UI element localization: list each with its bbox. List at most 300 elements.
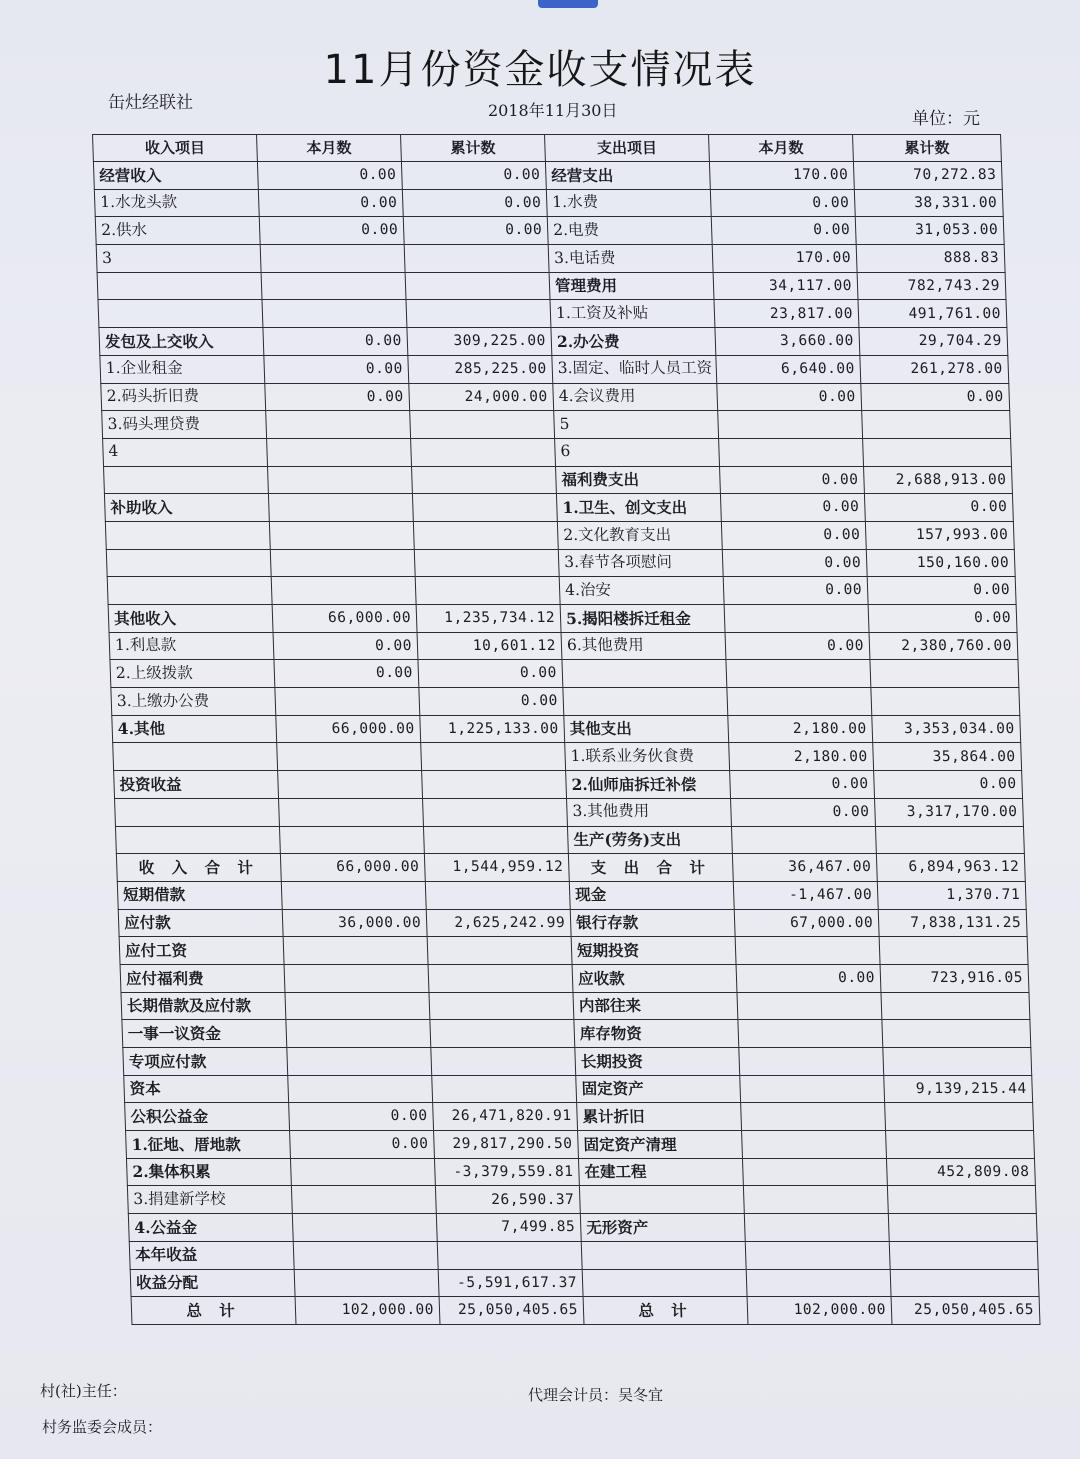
item-cell: 收益分配 — [130, 1269, 295, 1297]
amount-cell: 66,000.00 — [276, 715, 421, 743]
amount-cell — [291, 1186, 436, 1214]
column-header: 累计数 — [401, 135, 546, 162]
amount-cell: -5,591,617.37 — [438, 1269, 583, 1297]
item-cell — [579, 1186, 744, 1214]
amount-cell — [410, 411, 555, 439]
report-date: 2018年11月30日 — [488, 101, 618, 120]
item-cell: 总 计 — [583, 1297, 748, 1325]
amount-cell: 1,370.71 — [877, 881, 1026, 909]
amount-cell: 491,761.00 — [858, 300, 1007, 328]
amount-cell: 0.00 — [290, 1131, 435, 1159]
amount-cell: 0.00 — [868, 605, 1017, 633]
amount-cell: 1,544,959.12 — [424, 854, 569, 882]
amount-cell — [883, 1048, 1032, 1076]
item-cell: 总 计 — [131, 1297, 296, 1325]
item-cell: 2.文化教育支出 — [557, 521, 722, 549]
item-cell: 经营支出 — [545, 162, 710, 190]
amount-cell — [405, 272, 550, 300]
amount-cell: 3,353,034.00 — [872, 715, 1021, 743]
amount-cell: 102,000.00 — [295, 1297, 440, 1325]
amount-cell — [430, 1020, 575, 1048]
item-cell: 长期借款及应付款 — [121, 992, 286, 1020]
item-cell: 内部往来 — [573, 992, 738, 1020]
amount-cell: 25,050,405.65 — [439, 1297, 584, 1325]
item-cell — [581, 1241, 746, 1269]
table-row — [94, 189, 1003, 217]
amount-cell: 170.00 — [712, 245, 857, 273]
amount-cell — [427, 937, 572, 965]
amount-cell: 66,000.00 — [280, 854, 425, 882]
amount-cell — [411, 438, 556, 466]
item-cell: 1.联系业务伙食费 — [565, 743, 730, 771]
item-cell: 1.水龙头款 — [94, 189, 259, 217]
amount-cell: 36,000.00 — [282, 909, 427, 937]
item-cell: 2.电费 — [547, 217, 712, 245]
amount-cell: -3,379,559.81 — [434, 1158, 579, 1186]
table-row — [120, 964, 1029, 992]
director-signature-label: 村(社)主任： — [40, 1382, 127, 1400]
amount-cell: 9,139,215.44 — [884, 1075, 1033, 1103]
item-cell: 2.仙师庙拆迁补偿 — [566, 771, 731, 799]
amount-cell: 2,625,242.99 — [426, 909, 571, 937]
amount-cell: 36,467.00 — [732, 854, 877, 882]
table-row — [124, 1075, 1033, 1103]
item-cell: 长期投资 — [575, 1048, 740, 1076]
item-cell: 1.企业租金 — [100, 355, 265, 383]
amount-cell: 0.00 — [257, 162, 402, 190]
amount-cell — [731, 826, 876, 854]
amount-cell: 1,225,133.00 — [420, 715, 565, 743]
amount-cell: 0.00 — [722, 549, 867, 577]
amount-cell: 0.00 — [264, 355, 409, 383]
item-cell: 3.电话费 — [548, 245, 713, 273]
item-cell: 投资收益 — [114, 771, 279, 799]
amount-cell — [423, 798, 568, 826]
item-cell: 应收款 — [572, 964, 737, 992]
amount-cell — [406, 300, 551, 328]
item-cell: 公积公益金 — [125, 1103, 290, 1131]
item-cell: 3.捐建新学校 — [127, 1186, 292, 1214]
column-header: 本月数 — [709, 135, 854, 162]
amount-cell — [421, 743, 566, 771]
amount-cell — [727, 688, 872, 716]
amount-cell: 0.00 — [720, 466, 865, 494]
item-cell: 2.办公费 — [551, 328, 716, 356]
item-cell: 发包及上交收入 — [99, 328, 264, 356]
amount-cell — [429, 992, 574, 1020]
amount-cell — [415, 577, 560, 605]
amount-cell: 0.00 — [259, 217, 404, 245]
amount-cell: 309,225.00 — [407, 328, 552, 356]
table-body — [93, 135, 1040, 1325]
table-row — [104, 466, 1013, 494]
table-row — [122, 1020, 1031, 1048]
amount-cell — [738, 1020, 883, 1048]
item-cell: 1.利息款 — [109, 632, 274, 660]
table-row — [126, 1131, 1035, 1159]
table-row — [119, 937, 1028, 965]
amount-cell — [287, 1048, 432, 1076]
item-cell — [563, 688, 728, 716]
amount-cell — [262, 300, 407, 328]
table-header-row — [93, 135, 1002, 162]
amount-cell: 7,838,131.25 — [878, 909, 1027, 937]
amount-cell: 0.00 — [401, 162, 546, 190]
amount-cell — [742, 1131, 887, 1159]
amount-cell: 157,993.00 — [865, 521, 1014, 549]
amount-cell — [404, 245, 549, 273]
amount-cell — [742, 1158, 887, 1186]
amount-cell — [888, 1214, 1037, 1242]
table-row — [115, 826, 1024, 854]
amount-cell: 0.00 — [867, 577, 1016, 605]
amount-cell: 24,000.00 — [409, 383, 554, 411]
amount-cell: 2,380,760.00 — [869, 632, 1018, 660]
table-row — [118, 909, 1027, 937]
amount-cell — [886, 1131, 1035, 1159]
item-cell: 6 — [555, 438, 720, 466]
amount-cell: 0.00 — [710, 189, 855, 217]
item-cell: 短期投资 — [571, 937, 736, 965]
column-header: 收入项目 — [93, 135, 258, 162]
currency-unit: 单位：元 — [912, 109, 980, 129]
item-cell — [105, 521, 270, 549]
amount-cell — [283, 937, 428, 965]
item-cell: 2.供水 — [95, 217, 260, 245]
table-row — [102, 411, 1011, 439]
amount-cell — [432, 1075, 577, 1103]
amount-cell: 25,050,405.65 — [891, 1297, 1040, 1325]
item-cell — [98, 300, 263, 328]
amount-cell — [275, 688, 420, 716]
amount-cell — [279, 826, 424, 854]
amount-cell: 0.00 — [874, 771, 1023, 799]
amount-cell: 31,053.00 — [855, 217, 1004, 245]
amount-cell: 0.00 — [730, 771, 875, 799]
item-cell: 3.其他费用 — [567, 798, 732, 826]
amount-cell: 0.00 — [861, 383, 1010, 411]
item-cell: 应付福利费 — [120, 964, 285, 992]
amount-cell: 0.00 — [263, 328, 408, 356]
amount-cell: 0.00 — [721, 521, 866, 549]
table-row — [126, 1158, 1035, 1186]
table-row — [99, 328, 1008, 356]
amount-cell: 23,817.00 — [714, 300, 859, 328]
item-cell: 福利费支出 — [556, 466, 721, 494]
amount-cell: 3,660.00 — [715, 328, 860, 356]
amount-cell: 0.00 — [725, 632, 870, 660]
item-cell: 3.码头理贷费 — [102, 411, 267, 439]
item-cell — [104, 466, 269, 494]
amount-cell — [741, 1103, 886, 1131]
amount-cell — [288, 1075, 433, 1103]
amount-cell: 35,864.00 — [873, 743, 1022, 771]
amount-cell: 6,640.00 — [716, 355, 861, 383]
item-cell: 其他支出 — [564, 715, 729, 743]
amount-cell: 150,160.00 — [866, 549, 1015, 577]
item-cell — [107, 577, 272, 605]
amount-cell — [437, 1241, 582, 1269]
income-expense-table — [92, 134, 1041, 1325]
table-row — [97, 272, 1006, 300]
amount-cell — [863, 438, 1012, 466]
amount-cell — [260, 245, 405, 273]
table-row — [114, 771, 1023, 799]
table-row — [131, 1297, 1040, 1325]
amount-cell: 38,331.00 — [854, 189, 1003, 217]
item-cell: 无形资产 — [580, 1214, 745, 1242]
amount-cell — [871, 688, 1020, 716]
amount-cell: 452,809.08 — [886, 1158, 1035, 1186]
amount-cell: 0.00 — [731, 798, 876, 826]
amount-cell: 70,272.83 — [853, 162, 1002, 190]
amount-cell — [278, 771, 423, 799]
item-cell: 其他收入 — [108, 605, 273, 633]
amount-cell — [281, 881, 426, 909]
item-cell: 专项应付款 — [123, 1048, 288, 1076]
amount-cell — [739, 1048, 884, 1076]
table-row — [110, 660, 1019, 688]
item-cell: 4 — [103, 438, 268, 466]
amount-cell — [881, 992, 1030, 1020]
amount-cell: 0.00 — [265, 383, 410, 411]
amount-cell — [423, 826, 568, 854]
item-cell: 4.会议费用 — [553, 383, 718, 411]
table-row — [103, 438, 1012, 466]
item-cell: 2.码头折旧费 — [101, 383, 266, 411]
amount-cell: 0.00 — [419, 688, 564, 716]
table-row — [125, 1103, 1034, 1131]
table-row — [112, 715, 1021, 743]
amount-cell — [268, 466, 413, 494]
amount-cell — [726, 660, 871, 688]
amount-cell: 0.00 — [723, 577, 868, 605]
item-cell: 6.其他费用 — [561, 632, 726, 660]
item-cell: 经营收入 — [93, 162, 258, 190]
amount-cell — [271, 577, 416, 605]
amount-cell: 0.00 — [711, 217, 856, 245]
table-row — [130, 1269, 1039, 1297]
item-cell: 累计折旧 — [577, 1103, 742, 1131]
amount-cell: 2,180.00 — [729, 743, 874, 771]
amount-cell: 0.00 — [289, 1103, 434, 1131]
table-row — [113, 743, 1022, 771]
item-cell: 银行存款 — [570, 909, 735, 937]
amount-cell — [431, 1048, 576, 1076]
amount-cell — [422, 771, 567, 799]
table-row — [128, 1214, 1037, 1242]
table-row — [98, 300, 1007, 328]
amount-cell — [885, 1103, 1034, 1131]
table-row — [116, 854, 1025, 882]
table-row — [106, 549, 1015, 577]
table-row — [127, 1186, 1036, 1214]
item-cell: 5.揭阳楼拆迁租金 — [560, 605, 725, 633]
table-row — [123, 1048, 1032, 1076]
amount-cell — [875, 826, 1024, 854]
amount-cell — [268, 494, 413, 522]
amount-cell: 102,000.00 — [747, 1297, 892, 1325]
amount-cell: 782,743.29 — [857, 272, 1006, 300]
amount-cell — [294, 1269, 439, 1297]
item-cell — [106, 549, 271, 577]
amount-cell — [870, 660, 1019, 688]
item-cell: 现金 — [569, 881, 734, 909]
item-cell: 补助收入 — [104, 494, 269, 522]
table-row — [111, 688, 1020, 716]
amount-cell — [267, 438, 412, 466]
page-title: 11月份资金收支情况表 — [323, 47, 757, 93]
item-cell: 3.上缴办公费 — [111, 688, 276, 716]
amount-cell — [745, 1241, 890, 1269]
amount-cell: 723,916.05 — [880, 964, 1029, 992]
amount-cell: 0.00 — [418, 660, 563, 688]
item-cell: 在建工程 — [578, 1158, 743, 1186]
item-cell: 3.春节各项慰问 — [558, 549, 723, 577]
item-cell: 支 出 合 计 — [568, 854, 733, 882]
amount-cell: 26,471,820.91 — [433, 1103, 578, 1131]
item-cell: 1.卫生、创文支出 — [556, 494, 721, 522]
amount-cell — [740, 1075, 885, 1103]
amount-cell — [890, 1269, 1039, 1297]
amount-cell — [889, 1241, 1038, 1269]
table-row — [93, 162, 1002, 190]
item-cell: 2.集体积累 — [126, 1158, 291, 1186]
amount-cell: 0.00 — [273, 632, 418, 660]
table-row — [101, 383, 1010, 411]
amount-cell: 2,688,913.00 — [864, 466, 1013, 494]
column-header: 支出项目 — [545, 135, 710, 162]
amount-cell: 0.00 — [736, 964, 881, 992]
amount-cell: 1,235,734.12 — [416, 605, 561, 633]
amount-cell — [744, 1214, 889, 1242]
committee-signature-label: 村务监委会成员： — [42, 1418, 163, 1436]
item-cell — [115, 826, 280, 854]
amount-cell — [286, 1020, 431, 1048]
column-header: 累计数 — [853, 135, 1002, 162]
item-cell: 1.征地、厝地款 — [126, 1131, 291, 1159]
table-row — [104, 494, 1013, 522]
amount-cell: 261,278.00 — [860, 355, 1009, 383]
amount-cell: 888.83 — [856, 245, 1005, 273]
amount-cell: -1,467.00 — [733, 881, 878, 909]
amount-cell: 170.00 — [709, 162, 854, 190]
item-cell: 一事一议资金 — [122, 1020, 287, 1048]
amount-cell: 29,817,290.50 — [434, 1131, 579, 1159]
amount-cell: 6,894,963.12 — [876, 854, 1025, 882]
clip-mark — [538, 0, 598, 8]
table-row — [100, 355, 1009, 383]
amount-cell: 3,317,170.00 — [875, 798, 1024, 826]
amount-cell — [879, 937, 1028, 965]
item-cell — [113, 743, 278, 771]
item-cell: 2.上级拨款 — [110, 660, 275, 688]
amount-cell — [279, 798, 424, 826]
amount-cell — [292, 1214, 437, 1242]
amount-cell — [412, 466, 557, 494]
amount-cell: 0.00 — [402, 189, 547, 217]
amount-cell: 34,117.00 — [713, 272, 858, 300]
item-cell — [582, 1269, 747, 1297]
amount-cell — [746, 1269, 891, 1297]
table-row — [108, 605, 1017, 633]
item-cell: 短期借款 — [117, 881, 282, 909]
amount-cell: 0.00 — [274, 660, 419, 688]
amount-cell: 66,000.00 — [272, 605, 417, 633]
amount-cell: 0.00 — [403, 217, 548, 245]
item-cell: 生产(劳务)支出 — [567, 826, 732, 854]
amount-cell — [261, 272, 406, 300]
amount-cell: 2,180.00 — [728, 715, 873, 743]
amount-cell: 29,704.29 — [859, 328, 1008, 356]
table-row — [109, 632, 1018, 660]
accountant-label: 代理会计员：吴冬宜 — [528, 1386, 664, 1404]
table-row — [95, 217, 1004, 245]
amount-cell: 285,225.00 — [408, 355, 553, 383]
amount-cell — [277, 743, 422, 771]
item-cell: 5 — [554, 411, 719, 439]
item-cell: 3.固定、临时人员工资 — [552, 355, 717, 383]
amount-cell: 0.00 — [720, 494, 865, 522]
table-row — [105, 521, 1014, 549]
item-cell — [115, 798, 280, 826]
amount-cell — [718, 411, 863, 439]
table-row — [129, 1241, 1038, 1269]
organization-name: 缶灶经联社 — [108, 93, 193, 113]
amount-cell — [428, 964, 573, 992]
item-cell: 应付工资 — [119, 937, 284, 965]
amount-cell: 26,590.37 — [435, 1186, 580, 1214]
column-header: 本月数 — [257, 135, 402, 162]
table-row — [117, 881, 1026, 909]
item-cell: 资本 — [124, 1075, 289, 1103]
amount-cell — [414, 549, 559, 577]
amount-cell — [882, 1020, 1031, 1048]
item-cell: 应付款 — [118, 909, 283, 937]
amount-cell — [290, 1158, 435, 1186]
item-cell: 1.水费 — [546, 189, 711, 217]
item-cell — [97, 272, 262, 300]
table-row — [121, 992, 1030, 1020]
item-cell: 4.公益金 — [128, 1214, 293, 1242]
amount-cell: 67,000.00 — [734, 909, 879, 937]
amount-cell — [724, 605, 869, 633]
item-cell — [562, 660, 727, 688]
table-row — [115, 798, 1024, 826]
amount-cell — [719, 438, 864, 466]
amount-cell: 0.00 — [717, 383, 862, 411]
amount-cell — [266, 411, 411, 439]
item-cell: 4.治安 — [559, 577, 724, 605]
item-cell: 4.其他 — [112, 715, 277, 743]
amount-cell — [285, 992, 430, 1020]
table-row — [107, 577, 1016, 605]
item-cell: 3 — [96, 245, 261, 273]
amount-cell — [293, 1241, 438, 1269]
item-cell: 固定资产 — [576, 1075, 741, 1103]
amount-cell: 0.00 — [258, 189, 403, 217]
amount-cell: 10,601.12 — [417, 632, 562, 660]
item-cell: 固定资产清理 — [578, 1131, 743, 1159]
item-cell: 1.工资及补贴 — [550, 300, 715, 328]
amount-cell — [743, 1186, 888, 1214]
amount-cell — [862, 411, 1011, 439]
amount-cell — [737, 992, 882, 1020]
amount-cell: 7,499.85 — [436, 1214, 581, 1242]
amount-cell — [284, 964, 429, 992]
amount-cell — [887, 1186, 1036, 1214]
amount-cell — [735, 937, 880, 965]
